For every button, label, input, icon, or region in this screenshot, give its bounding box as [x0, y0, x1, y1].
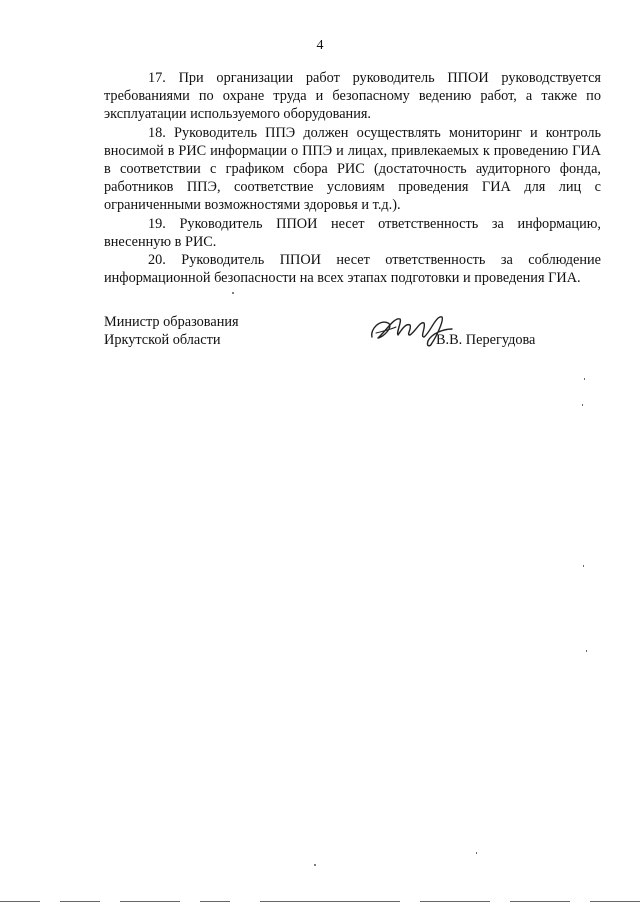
paragraph-17: 17. При организации работ руководитель ППОИ руководствуется требованиями по охране труда и безопасному ведению работ, а также по эксплуатации используемого оборудования. [104, 70, 601, 123]
page-number: 4 [316, 38, 324, 53]
scan-speck [583, 565, 584, 567]
signature-block [104, 313, 601, 373]
signatory-position-line-1: Министр образования [104, 314, 239, 330]
scan-speck [586, 650, 587, 652]
scan-edge-line [200, 901, 230, 902]
paragraph-19: 19. Руководитель ППОИ несет ответственность за информацию, внесенную в РИС. [104, 215, 601, 250]
scan-edge-line [120, 901, 180, 902]
scan-edge-line [260, 901, 400, 902]
signatory-name: В.В. Перегудова [436, 332, 536, 348]
scan-speck [232, 292, 234, 294]
signatory-position [104, 313, 239, 349]
paragraph-20: 20. Руководитель ППОИ несет ответственность за соблюдение информационной безопасности на всех этапах подготовки и проведения ГИА. [104, 252, 601, 287]
scan-speck [476, 852, 477, 854]
scan-edge-line [590, 901, 640, 902]
scan-speck [314, 864, 316, 866]
scan-speck [584, 378, 585, 380]
scan-edge-line [420, 901, 490, 902]
scan-edge-line [510, 901, 570, 902]
paragraph-18: 18. Руководитель ППЭ должен осуществлять мониторинг и контроль вносимой в РИС информации о ППЭ и лицах, привлекаемых к проведению ГИА в соответствии с графиком сбора РИС (достаточность аудиторного фонда, работников ППЭ, соответствие условиям проведения ГИА для лиц с ограниченными возможностями здоровья и т.д.). [104, 124, 601, 214]
signatory-position-line-2: Иркутской области [104, 332, 221, 349]
scan-edge-line [0, 901, 40, 902]
document-body [104, 69, 601, 287]
scan-speck [582, 404, 583, 406]
scan-edge-line [60, 901, 100, 902]
